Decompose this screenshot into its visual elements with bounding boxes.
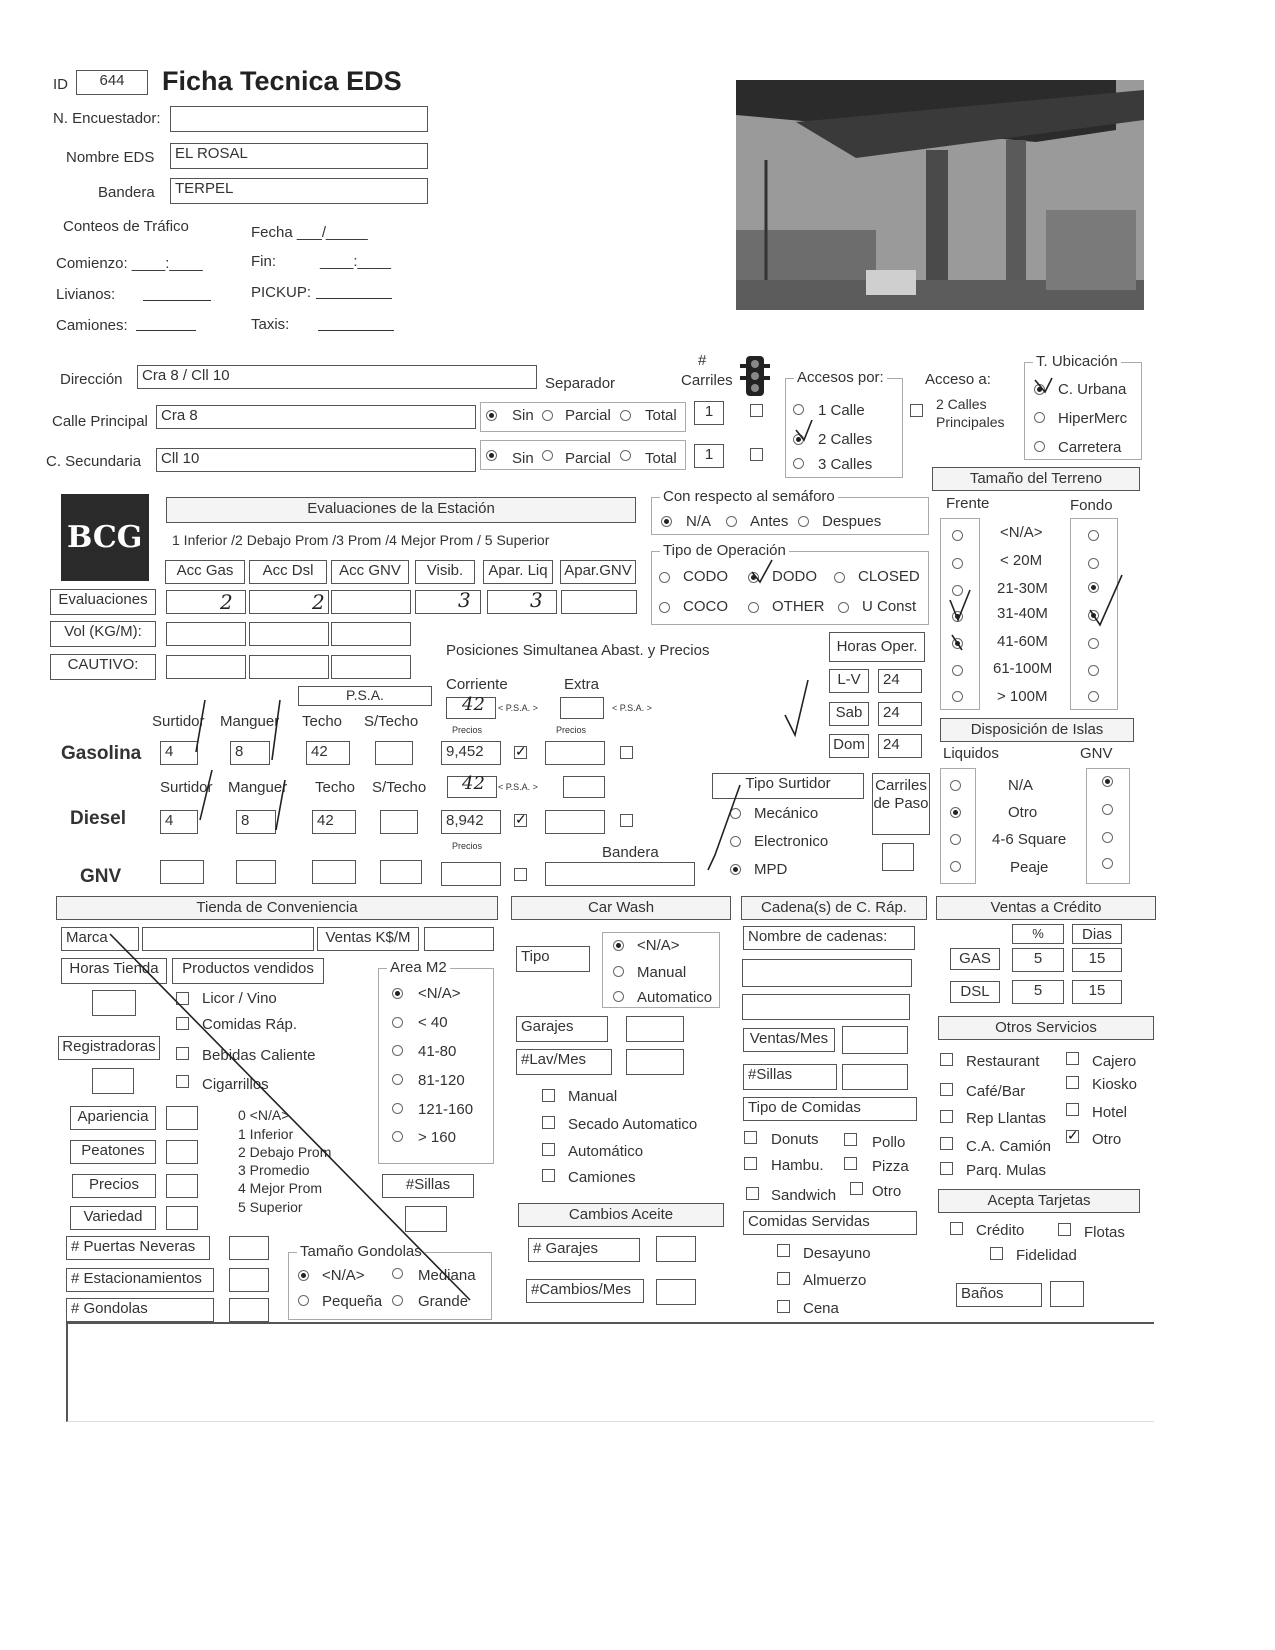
peatones-label: Peatones (70, 1140, 156, 1164)
psa-small-label: < P.S.A. > (498, 782, 538, 792)
scale-1: 1 Inferior (238, 1126, 294, 1142)
puertas-label: # Puertas Neveras (66, 1236, 210, 1260)
extra-label: Extra (564, 676, 600, 693)
conteos-title: Conteos de Tráfico (63, 218, 189, 235)
op-other-label: OTHER (772, 598, 825, 615)
carwash-automatico-label: Automatico (637, 989, 713, 1006)
bandera-gnv-label: Bandera (602, 844, 659, 861)
col-acc-gnv: Acc GNV (331, 560, 409, 584)
col-apar-gnv: Apar.GNV (560, 560, 636, 584)
semaforo-na-label: N/A (686, 513, 712, 530)
carwash-manual-label: Manual (637, 964, 687, 981)
manguer-label: Manguer (228, 779, 288, 796)
gondola-mediana-label: Mediana (418, 1267, 476, 1284)
evaluaciones-header: Evaluaciones de la Estación (166, 497, 636, 523)
surtidor-mecanico-label: Mecánico (754, 805, 819, 822)
tipo-surtidor-header: Tipo Surtidor (712, 773, 864, 799)
terreno-row-label: < 20M (1000, 552, 1043, 569)
islas-row-label: Peaje (1010, 859, 1049, 876)
cena-label: Cena (803, 1300, 839, 1317)
mulas-label: Parq. Mulas (966, 1162, 1047, 1179)
calle-secundaria-label: C. Secundaria (46, 453, 142, 470)
total-label: Total (645, 450, 677, 467)
otro-servicio-label: Otro (1092, 1131, 1122, 1148)
hotel-label: Hotel (1092, 1104, 1128, 1121)
separador-label: Separador (545, 375, 616, 392)
operacion-title: Tipo de Operación (660, 542, 789, 559)
direccion-field[interactable]: Cra 8 / Cll 10 (137, 365, 537, 389)
precios-small-label: Precios (452, 725, 483, 735)
carriles-secundaria-field[interactable]: 1 (694, 444, 724, 468)
credito-tarjeta-label: Crédito (976, 1222, 1025, 1239)
camiones-label: Camiones: (56, 317, 128, 334)
estacionamientos-label: # Estacionamientos (66, 1268, 214, 1292)
acceso-2-calles-label: 2 Calles (818, 431, 873, 448)
cw-automatico-label: Automático (568, 1143, 644, 1160)
col-acc-gas: Acc Gas (165, 560, 245, 584)
area-label: > 160 (418, 1129, 456, 1146)
surtidor-label: Surtidor (160, 779, 213, 796)
fondo-label: Fondo (1070, 497, 1113, 514)
terreno-row-label: 61-100M (993, 660, 1053, 677)
carwash-header: Car Wash (511, 896, 731, 920)
diesel-corriente-precio-field[interactable]: 8,942 (441, 810, 501, 834)
bcg-logo-text: BCG (67, 520, 143, 555)
registradoras-label: Registradoras (58, 1036, 160, 1060)
terreno-header: Tamaño del Terreno (932, 467, 1140, 491)
nombre-eds-label: Nombre EDS (66, 149, 155, 166)
row-cautivo: CAUTIVO: (50, 654, 156, 680)
comidas-servidas-label: Comidas Servidas (743, 1211, 917, 1235)
lav-mes-label: #Lav/Mes (516, 1049, 612, 1075)
tam-gondolas-title: Tamaño Gondolas (297, 1243, 425, 1260)
cw-manual-label: Manual (568, 1088, 618, 1105)
diesel-psa-value: 42 (462, 773, 485, 794)
hambu-label: Hambu. (771, 1157, 824, 1174)
area-label: 81-120 (418, 1072, 465, 1089)
bandera-field[interactable]: TERPEL (170, 178, 428, 204)
cajero-label: Cajero (1092, 1053, 1137, 1070)
diesel-manguer-field[interactable]: 8 (236, 810, 276, 834)
direccion-label: Dirección (60, 371, 123, 388)
acceso-3-calles-label: 3 Calles (818, 456, 873, 473)
surtidor-mpd-label: MPD (754, 861, 788, 878)
carriles-label: Carriles (681, 372, 733, 389)
techo-label: Techo (302, 713, 343, 730)
horas-lv-label: L-V (829, 669, 869, 693)
horas-tienda-label: Horas Tienda (61, 958, 167, 984)
techo-label: Techo (315, 779, 356, 796)
tienda-header: Tienda de Conveniencia (56, 896, 498, 920)
psa-small-label: < P.S.A. > (612, 703, 652, 713)
radio-checks (752, 378, 1052, 582)
col-acc-dsl: Acc Dsl (249, 560, 327, 584)
terreno-row-label: 21-30M (997, 580, 1048, 597)
op-coco-label: COCO (683, 598, 728, 615)
hand-strokes (196, 700, 288, 830)
cw-camiones-label: Camiones (568, 1169, 636, 1186)
donuts-label: Donuts (771, 1131, 819, 1148)
marca-label: Marca (61, 927, 139, 951)
taxis-label: Taxis: (251, 316, 290, 333)
fin-field[interactable]: ____:____ (320, 253, 391, 270)
apariencia-label: Apariencia (70, 1106, 156, 1130)
cadenas-sillas-label: #Sillas (743, 1064, 837, 1090)
op-uconst-label: U Const (862, 598, 917, 615)
scale-5: 5 Superior (238, 1199, 303, 1215)
col-apar-liq: Apar. Liq (483, 560, 553, 584)
gondola-na-label: <N/A> (322, 1267, 365, 1284)
page-title: Ficha Tecnica EDS (162, 66, 402, 96)
horas-oper-header: Horas Oper. (829, 632, 925, 662)
carriles-hash: # (698, 352, 707, 369)
tienda-sillas-label: #Sillas (382, 1174, 474, 1198)
cambios-aceite-header: Cambios Aceite (518, 1203, 724, 1227)
ubicacion-carretera-label: Carretera (1058, 439, 1122, 456)
camion-label: C.A. Camión (966, 1138, 1052, 1155)
precios-small-label: Precios (452, 841, 483, 851)
desayuno-label: Desayuno (803, 1245, 871, 1262)
calles-principales-label-1: 2 Calles (936, 396, 987, 412)
gas-corriente-precio-field[interactable]: 9,452 (441, 741, 501, 765)
eval-acc-dsl-value: 2 (312, 590, 325, 614)
credito-gas-label: GAS (950, 948, 1000, 970)
sandwich-label: Sandwich (771, 1187, 837, 1204)
islas-gnv-label: GNV (1080, 745, 1113, 762)
horas-dom-label: Dom (829, 734, 869, 758)
islas-row-label: 4-6 Square (992, 831, 1067, 848)
diesel-label: Diesel (70, 808, 126, 829)
carwash-na-label: <N/A> (637, 937, 680, 954)
gas-manguer-field[interactable]: 8 (230, 741, 270, 765)
strike-line (110, 934, 470, 1300)
gondola-grande-label: Grande (418, 1293, 469, 1310)
carwash-tipo-label: Tipo (516, 946, 590, 972)
stecho-label-2: S/Techo (372, 779, 427, 796)
id-label: ID (53, 76, 68, 93)
otro-comida-label: Otro (872, 1183, 902, 1200)
op-closed-label: CLOSED (858, 568, 920, 585)
islas-liquidos-label: Liquidos (943, 745, 999, 762)
sin-label: Sin (512, 407, 534, 424)
gnv-label: GNV (80, 866, 122, 887)
ventas-ksm-label: Ventas K$/M (317, 927, 419, 951)
area-label: 121-160 (418, 1101, 474, 1118)
eval-apar-liq-value: 3 (530, 588, 543, 612)
credito-dsl-label: DSL (950, 981, 1000, 1003)
flotas-label: Flotas (1084, 1224, 1125, 1241)
productos-header: Productos vendidos (172, 958, 324, 984)
credito-header: Ventas a Crédito (936, 896, 1156, 920)
credito-dsl-pct-field[interactable]: 5 (1012, 980, 1064, 1004)
parcial-label: Parcial (565, 450, 611, 467)
calle-secundaria-field[interactable]: Cll 10 (156, 448, 476, 472)
credito-gas-pct-field[interactable]: 5 (1012, 948, 1064, 972)
credito-dsl-dias-field[interactable]: 15 (1072, 980, 1122, 1004)
tarjetas-header: Acepta Tarjetas (938, 1189, 1140, 1213)
diesel-surtidor-field[interactable]: 4 (160, 810, 198, 834)
horas-sab-label: Sab (829, 702, 869, 726)
stecho-label: S/Techo (364, 713, 419, 730)
eval-visib-value: 3 (458, 588, 471, 612)
credito-pct-label: % (1012, 924, 1064, 944)
nombre-cadenas-label: Nombre de cadenas: (743, 926, 915, 950)
bebidas-label: Bebidas Caliente (202, 1047, 316, 1064)
credito-dias-label: Dias (1072, 924, 1122, 944)
llantas-label: Rep Llantas (966, 1110, 1047, 1127)
evaluaciones-scale: 1 Inferior /2 Debajo Prom /3 Prom /4 Mejor Prom / 5 Superior (172, 532, 550, 548)
corriente-psa-value: 42 (462, 694, 485, 715)
calle-principal-label: Calle Principal (52, 413, 148, 430)
cigarrillos-label: Cigarrillos (202, 1076, 269, 1093)
scale-0: 0 <N/A> (238, 1107, 290, 1123)
kiosko-label: Kiosko (1092, 1076, 1138, 1093)
frente-fondo-checks (950, 575, 1122, 650)
cadenas-header: Cadena(s) de C. Ráp. (741, 896, 927, 920)
posiciones-title: Posiciones Simultanea Abast. y Precios (446, 642, 710, 659)
calle-principal-field[interactable]: Cra 8 (156, 405, 476, 429)
scale-4: 4 Mejor Prom (238, 1180, 323, 1196)
fecha-field[interactable]: Fecha ___/_____ (251, 224, 368, 241)
check-mark (785, 680, 808, 735)
banos-label: Baños (956, 1283, 1042, 1307)
precios-label: Precios (72, 1174, 156, 1198)
area-label: < 40 (418, 1014, 448, 1031)
op-dodo-label: DODO (772, 568, 817, 585)
row-vol: Vol (KG/M): (50, 621, 156, 647)
almuerzo-label: Almuerzo (803, 1272, 867, 1289)
terreno-row-label: <N/A> (1000, 524, 1043, 541)
restaurant-label: Restaurant (966, 1053, 1040, 1070)
total-label: Total (645, 407, 677, 424)
fin-label: Fin: (251, 253, 277, 270)
livianos-label: Livianos: (56, 286, 116, 303)
check-mark (708, 785, 740, 870)
semaforo-title: Con respecto al semáforo (660, 488, 838, 505)
bandera-label: Bandera (98, 184, 155, 201)
horas-lv-field[interactable]: 24 (878, 669, 922, 693)
credito-gas-dias-field[interactable]: 15 (1072, 948, 1122, 972)
col-visib: Visib. (415, 560, 475, 584)
area-label: <N/A> (418, 985, 461, 1002)
semaforo-despues-label: Despues (822, 513, 882, 530)
id-field[interactable]: 644 (76, 70, 148, 95)
psa-small-label: < P.S.A. > (498, 703, 538, 713)
terreno-row-label: 31-40M (997, 605, 1048, 622)
surtidor-electronico-label: Electronico (754, 833, 829, 850)
sin-label: Sin (512, 450, 534, 467)
ubicacion-hipermerc-label: HiperMerc (1058, 410, 1128, 427)
row-evaluaciones: Evaluaciones (50, 589, 156, 615)
gondolas-label: # Gondolas (66, 1298, 214, 1322)
aceite-garajes-label: # Garajes (528, 1238, 640, 1262)
frente-label: Frente (946, 495, 990, 512)
licor-label: Licor / Vino (202, 990, 277, 1007)
psa-header: P.S.A. (298, 686, 432, 706)
parcial-label: Parcial (565, 407, 611, 424)
carriles-principal-field[interactable]: 1 (694, 401, 724, 425)
corriente-label: Corriente (446, 676, 508, 693)
aceite-cambios-label: #Cambios/Mes (526, 1279, 644, 1303)
area-title: Area M2 (387, 959, 450, 976)
terreno-row-label: > 100M (997, 688, 1048, 705)
manguer-label: Manguer (220, 713, 280, 730)
area-label: 41-80 (418, 1043, 457, 1060)
gasolina-label: Gasolina (61, 743, 142, 764)
gas-techo-field[interactable]: 42 (306, 741, 350, 765)
otros-servicios-header: Otros Servicios (938, 1016, 1154, 1040)
comienzo-field[interactable]: Comienzo: ____:____ (56, 255, 203, 272)
horas-sab-field[interactable]: 24 (878, 702, 922, 726)
nombre-eds-field[interactable]: EL ROSAL (170, 143, 428, 169)
op-codo-label: CODO (683, 568, 728, 585)
terreno-row-label: 41-60M (997, 633, 1048, 650)
semaforo-antes-label: Antes (750, 513, 789, 530)
eval-acc-gas-value: 2 (220, 590, 233, 614)
acceso-a-label: Acceso a: (925, 371, 991, 388)
islas-row-label: Otro (1008, 804, 1038, 821)
cw-secado-label: Secado Automatico (568, 1116, 698, 1133)
gas-surtidor-field[interactable]: 4 (160, 741, 198, 765)
pollo-label: Pollo (872, 1134, 906, 1151)
islas-row-label: N/A (1008, 777, 1034, 794)
scale-3: 3 Promedio (238, 1162, 310, 1178)
ubicacion-urbana-label: C. Urbana (1058, 381, 1127, 398)
comidas-label: Comidas Ráp. (202, 1016, 298, 1033)
cadenas-ventas-label: Ventas/Mes (743, 1028, 835, 1052)
gondola-pequena-label: Pequeña (322, 1293, 383, 1310)
carriles-paso-label: Carriles de Paso (872, 773, 930, 835)
accesos-title: Accesos por: (794, 369, 887, 386)
horas-dom-field[interactable]: 24 (878, 734, 922, 758)
ubicacion-title: T. Ubicación (1033, 353, 1121, 370)
acceso-1-calle-label: 1 Calle (818, 402, 865, 419)
tipo-comidas-label: Tipo de Comidas (743, 1097, 917, 1121)
encuestador-label: N. Encuestador: (53, 110, 161, 127)
pickup-label: PICKUP: (251, 284, 312, 301)
pizza-label: Pizza (872, 1158, 909, 1175)
garajes-label: Garajes (516, 1016, 608, 1042)
surtidor-label: Surtidor (152, 713, 205, 730)
variedad-label: Variedad (70, 1206, 156, 1230)
diesel-techo-field[interactable]: 42 (312, 810, 356, 834)
precios-small-label: Precios (556, 725, 587, 735)
islas-header: Disposición de Islas (940, 718, 1134, 742)
calles-principales-label-2: Principales (936, 414, 1005, 430)
fidelidad-label: Fidelidad (1016, 1247, 1077, 1264)
scale-2: 2 Debajo Prom (238, 1144, 332, 1160)
cafe-label: Café/Bar (966, 1083, 1026, 1100)
